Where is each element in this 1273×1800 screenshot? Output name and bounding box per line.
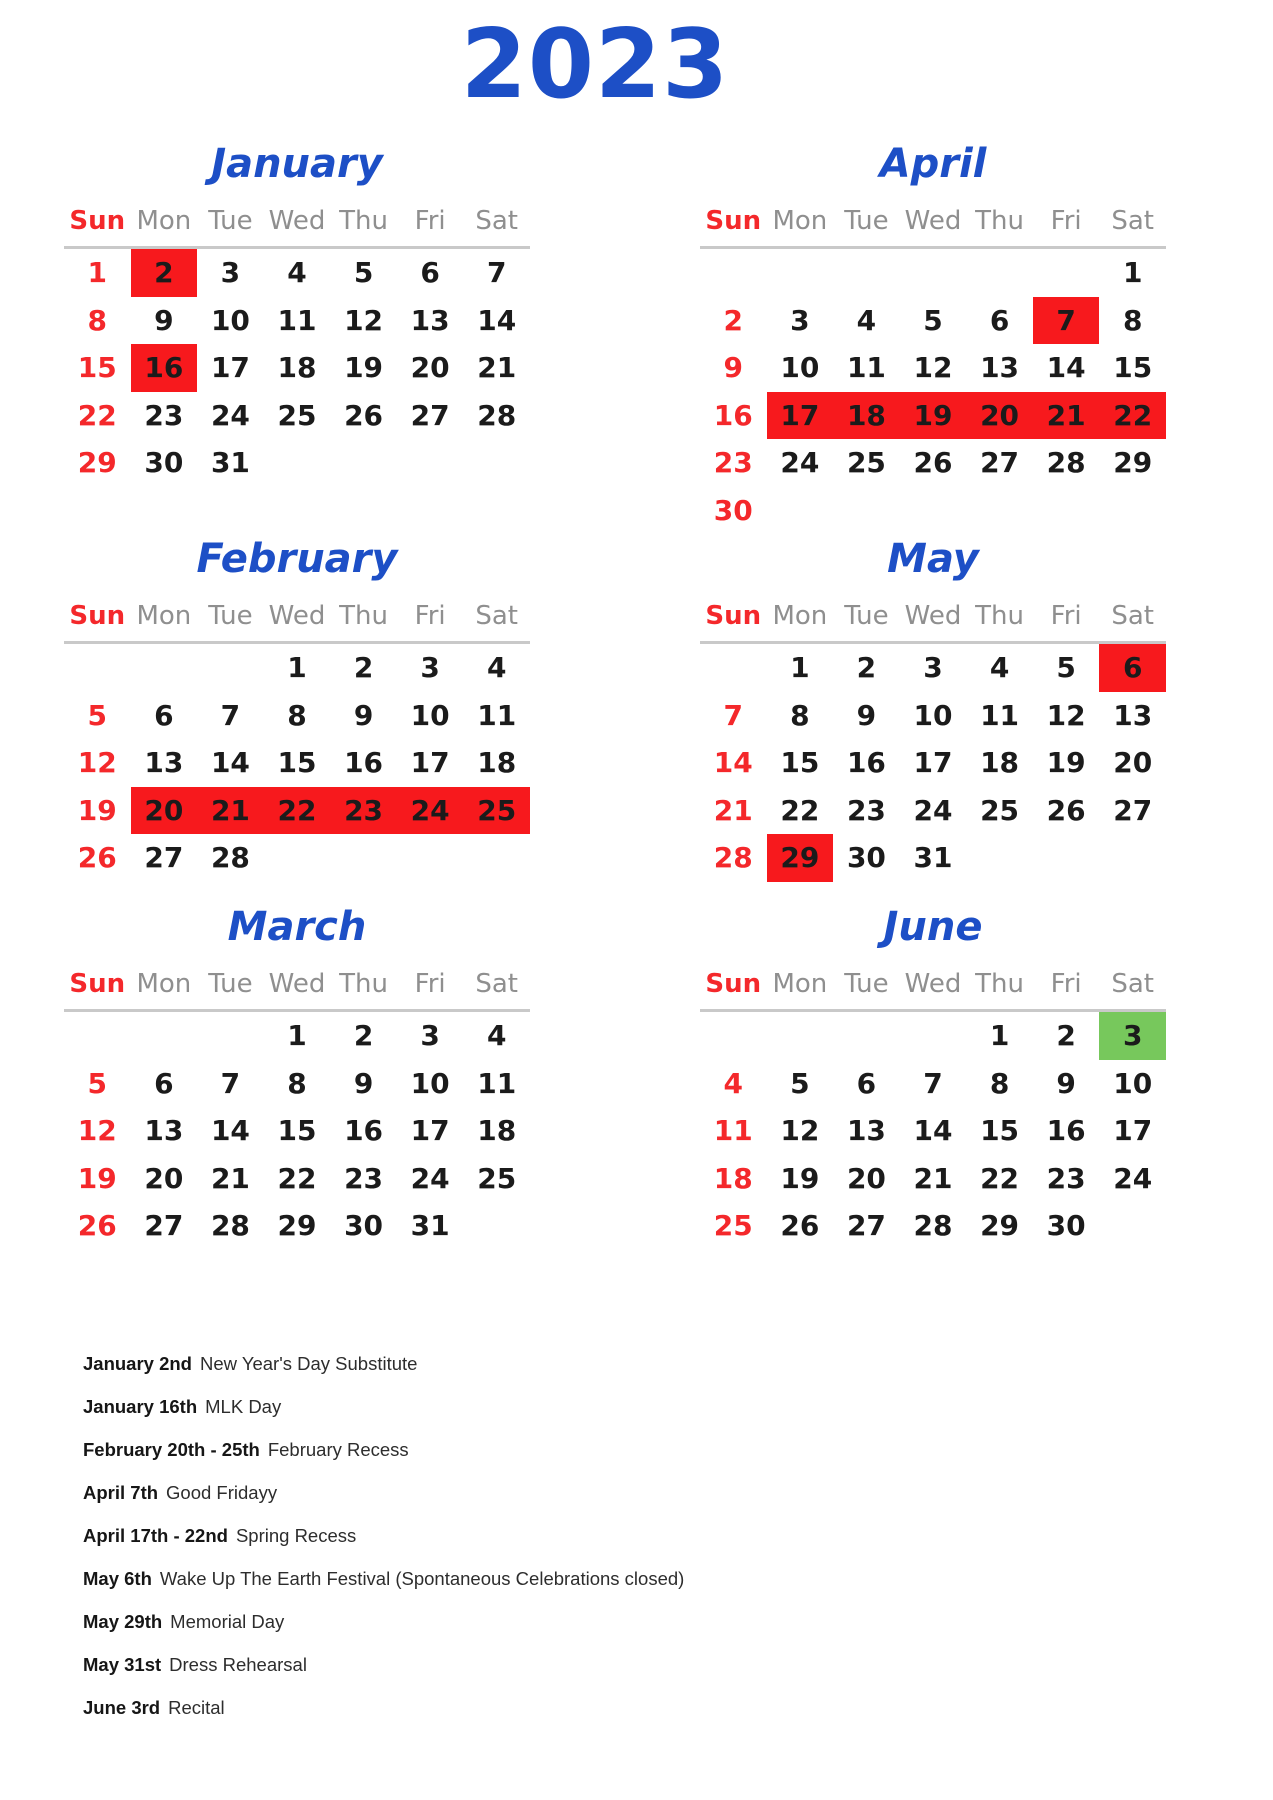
- day-june-22: 22: [980, 1161, 1020, 1195]
- day-april-24: 24: [780, 446, 820, 480]
- legend-row-7: [83, 1643, 684, 1686]
- day-may-13: 13: [1113, 698, 1153, 732]
- day-january-16: 16: [131, 344, 198, 392]
- legend-row-4: [83, 1514, 684, 1557]
- day-january-25: 25: [277, 398, 317, 432]
- empty-cell: [767, 1012, 834, 1060]
- day-header-sun: Sun: [705, 600, 762, 631]
- day-june-19: 19: [780, 1161, 820, 1195]
- day-march-11: 11: [477, 1066, 517, 1100]
- day-january-11: 11: [277, 303, 317, 337]
- day-february-25: 25: [463, 787, 530, 835]
- day-march-23: 23: [344, 1161, 384, 1195]
- day-header-wed: Wed: [904, 968, 962, 999]
- empty-cell: [900, 1012, 967, 1060]
- day-may-30: 30: [846, 841, 886, 875]
- day-january-30: 30: [144, 446, 184, 480]
- day-may-10: 10: [913, 698, 953, 732]
- day-june-3: 3: [1099, 1012, 1166, 1060]
- day-june-28: 28: [913, 1209, 953, 1243]
- day-header-wed: Wed: [268, 600, 326, 631]
- empty-cell: [64, 644, 131, 692]
- day-may-16: 16: [846, 746, 886, 780]
- day-march-1: 1: [287, 1019, 307, 1053]
- day-may-1: 1: [790, 651, 810, 685]
- month-april: [700, 138, 1166, 534]
- day-header-tue: Tue: [844, 600, 889, 631]
- day-june-2: 2: [1056, 1019, 1076, 1053]
- day-header-row: [64, 958, 530, 1012]
- day-june-5: 5: [790, 1066, 810, 1100]
- day-february-6: 6: [154, 698, 174, 732]
- day-june-8: 8: [989, 1066, 1010, 1100]
- day-may-6: 6: [1099, 644, 1166, 692]
- day-march-28: 28: [210, 1209, 250, 1243]
- day-february-2: 2: [353, 651, 374, 685]
- day-header-tue: Tue: [208, 600, 253, 631]
- legend-date: January 16th: [83, 1396, 198, 1417]
- day-february-21: 21: [197, 787, 264, 835]
- day-march-14: 14: [210, 1114, 250, 1148]
- legend-row-5: [83, 1557, 684, 1600]
- day-march-22: 22: [277, 1161, 317, 1195]
- day-header-fri: Fri: [414, 205, 446, 236]
- day-may-23: 23: [846, 793, 886, 827]
- month-february: [64, 533, 530, 882]
- day-header-wed: Wed: [904, 205, 962, 236]
- day-january-24: 24: [210, 398, 250, 432]
- day-header-row: [64, 590, 530, 644]
- legend-event: Dress Rehearsal: [169, 1654, 307, 1675]
- day-january-18: 18: [277, 351, 317, 385]
- empty-cell: [700, 249, 767, 297]
- day-june-23: 23: [1046, 1161, 1086, 1195]
- day-march-6: 6: [154, 1066, 174, 1100]
- day-may-29: 29: [767, 834, 834, 882]
- day-may-18: 18: [980, 746, 1020, 780]
- day-june-14: 14: [913, 1114, 953, 1148]
- day-may-11: 11: [980, 698, 1020, 732]
- day-april-17: 17: [767, 392, 834, 440]
- day-february-13: 13: [144, 746, 184, 780]
- days-grid: [64, 249, 530, 487]
- day-february-12: 12: [77, 746, 117, 780]
- legend-date: February 20th - 25th: [83, 1439, 260, 1460]
- day-may-12: 12: [1046, 698, 1086, 732]
- day-march-15: 15: [277, 1114, 317, 1148]
- legend-event: February Recess: [267, 1439, 409, 1460]
- day-february-11: 11: [477, 698, 517, 732]
- month-title: January: [211, 141, 383, 187]
- day-june-13: 13: [846, 1114, 886, 1148]
- day-april-26: 26: [913, 446, 953, 480]
- day-header-thu: Thu: [975, 968, 1024, 999]
- month-title: June: [883, 904, 983, 950]
- day-header-row: [700, 195, 1166, 249]
- day-april-29: 29: [1113, 446, 1153, 480]
- day-may-8: 8: [790, 698, 810, 732]
- day-may-21: 21: [713, 793, 753, 827]
- day-june-18: 18: [713, 1161, 753, 1195]
- day-header-sat: Sat: [475, 968, 519, 999]
- day-header-mon: Mon: [772, 205, 828, 236]
- month-title: May: [887, 536, 979, 582]
- day-header-tue: Tue: [208, 205, 253, 236]
- day-april-18: 18: [833, 392, 900, 440]
- legend-event: MLK Day: [205, 1396, 282, 1417]
- month-june: [700, 901, 1166, 1250]
- legend-date: April 17th - 22nd: [83, 1525, 228, 1546]
- empty-cell: [700, 644, 767, 692]
- day-march-26: 26: [77, 1209, 117, 1243]
- day-january-22: 22: [77, 398, 117, 432]
- day-header-wed: Wed: [268, 205, 326, 236]
- day-january-2: 2: [131, 249, 198, 297]
- days-grid: [700, 249, 1166, 534]
- day-february-9: 9: [353, 698, 374, 732]
- day-january-10: 10: [210, 303, 250, 337]
- day-header-tue: Tue: [844, 968, 889, 999]
- day-may-26: 26: [1046, 793, 1086, 827]
- month-title: February: [196, 536, 398, 582]
- day-april-7: 7: [1033, 297, 1100, 345]
- day-header-sat: Sat: [1111, 205, 1155, 236]
- day-april-9: 9: [723, 351, 744, 385]
- day-header-row: [700, 958, 1166, 1012]
- day-march-21: 21: [210, 1161, 250, 1195]
- day-march-24: 24: [410, 1161, 450, 1195]
- day-january-6: 6: [420, 256, 440, 290]
- day-june-17: 17: [1113, 1114, 1153, 1148]
- day-april-21: 21: [1033, 392, 1100, 440]
- day-february-4: 4: [486, 651, 507, 685]
- day-january-21: 21: [477, 351, 517, 385]
- legend-row-0: [83, 1342, 684, 1385]
- day-may-17: 17: [913, 746, 953, 780]
- day-february-3: 3: [420, 651, 440, 685]
- day-april-11: 11: [846, 351, 886, 385]
- legend-row-3: [83, 1471, 684, 1514]
- day-february-1: 1: [287, 651, 307, 685]
- days-grid: [700, 1012, 1166, 1250]
- day-january-29: 29: [77, 446, 117, 480]
- day-april-3: 3: [790, 303, 810, 337]
- day-february-26: 26: [77, 841, 117, 875]
- day-june-6: 6: [856, 1066, 877, 1100]
- day-header-thu: Thu: [339, 205, 388, 236]
- day-header-wed: Wed: [268, 968, 326, 999]
- day-header-thu: Thu: [975, 600, 1024, 631]
- day-may-25: 25: [980, 793, 1020, 827]
- day-february-19: 19: [77, 793, 117, 827]
- day-header-thu: Thu: [339, 600, 388, 631]
- day-may-20: 20: [1113, 746, 1153, 780]
- day-february-27: 27: [144, 841, 184, 875]
- day-january-23: 23: [144, 398, 184, 432]
- day-june-20: 20: [846, 1161, 886, 1195]
- day-april-4: 4: [856, 303, 877, 337]
- day-header-tue: Tue: [844, 205, 889, 236]
- month-title: March: [227, 904, 367, 950]
- legend-date: May 31st: [83, 1654, 162, 1675]
- day-april-1: 1: [1122, 256, 1143, 290]
- empty-cell: [1033, 249, 1100, 297]
- empty-cell: [131, 1012, 198, 1060]
- empty-cell: [131, 644, 198, 692]
- day-june-25: 25: [713, 1209, 753, 1243]
- day-may-22: 22: [780, 793, 820, 827]
- day-june-29: 29: [980, 1209, 1020, 1243]
- day-header-sun: Sun: [69, 600, 126, 631]
- day-january-17: 17: [210, 351, 250, 385]
- day-february-5: 5: [87, 698, 108, 732]
- day-january-27: 27: [410, 398, 450, 432]
- day-june-10: 10: [1113, 1066, 1153, 1100]
- day-header-fri: Fri: [1050, 600, 1082, 631]
- day-april-15: 15: [1113, 351, 1153, 385]
- day-may-27: 27: [1113, 793, 1153, 827]
- day-april-10: 10: [780, 351, 820, 385]
- day-march-16: 16: [344, 1114, 384, 1148]
- day-january-15: 15: [77, 351, 117, 385]
- day-header-sat: Sat: [1111, 968, 1155, 999]
- day-header-fri: Fri: [414, 600, 446, 631]
- day-february-7: 7: [220, 698, 241, 732]
- day-february-18: 18: [477, 746, 517, 780]
- legend-event: Good Fridayy: [166, 1482, 278, 1503]
- day-header-sat: Sat: [475, 600, 519, 631]
- day-february-28: 28: [210, 841, 250, 875]
- day-june-4: 4: [723, 1066, 744, 1100]
- day-may-15: 15: [780, 746, 820, 780]
- empty-cell: [833, 249, 900, 297]
- day-february-24: 24: [397, 787, 464, 835]
- day-header-sun: Sun: [705, 205, 762, 236]
- day-may-19: 19: [1046, 746, 1086, 780]
- day-april-14: 14: [1046, 351, 1086, 385]
- day-april-6: 6: [989, 303, 1010, 337]
- day-march-2: 2: [353, 1019, 374, 1053]
- day-june-9: 9: [1056, 1066, 1076, 1100]
- day-may-2: 2: [856, 651, 877, 685]
- day-january-19: 19: [344, 351, 384, 385]
- day-june-11: 11: [713, 1114, 753, 1148]
- day-january-13: 13: [410, 303, 450, 337]
- day-february-16: 16: [344, 746, 384, 780]
- empty-cell: [197, 1012, 264, 1060]
- day-march-12: 12: [77, 1114, 117, 1148]
- day-january-26: 26: [344, 398, 384, 432]
- day-june-12: 12: [780, 1114, 820, 1148]
- day-april-22: 22: [1099, 392, 1166, 440]
- month-march: [64, 901, 530, 1250]
- day-february-22: 22: [264, 787, 331, 835]
- days-grid: [64, 644, 530, 882]
- day-march-17: 17: [410, 1114, 450, 1148]
- legend-event: Spring Recess: [235, 1525, 357, 1546]
- day-april-23: 23: [713, 446, 753, 480]
- legend-date: April 7th: [83, 1482, 159, 1503]
- day-january-12: 12: [344, 303, 384, 337]
- day-may-3: 3: [923, 651, 943, 685]
- day-header-mon: Mon: [772, 968, 828, 999]
- day-april-16: 16: [713, 398, 753, 432]
- legend-row-8: [83, 1686, 684, 1729]
- day-march-4: 4: [486, 1019, 507, 1053]
- day-header-wed: Wed: [904, 600, 962, 631]
- day-may-5: 5: [1056, 651, 1076, 685]
- day-may-7: 7: [723, 698, 744, 732]
- day-march-3: 3: [420, 1019, 440, 1053]
- legend-date: June 3rd: [83, 1697, 161, 1718]
- day-april-19: 19: [900, 392, 967, 440]
- month-may: [700, 533, 1166, 882]
- day-header-tue: Tue: [208, 968, 253, 999]
- day-january-14: 14: [477, 303, 517, 337]
- day-january-28: 28: [477, 398, 517, 432]
- day-february-14: 14: [210, 746, 250, 780]
- empty-cell: [833, 1012, 900, 1060]
- days-grid: [700, 644, 1166, 882]
- legend-row-1: [83, 1385, 684, 1428]
- day-april-12: 12: [913, 351, 953, 385]
- day-header-thu: Thu: [975, 205, 1024, 236]
- month-title: April: [879, 141, 987, 187]
- day-april-8: 8: [1122, 303, 1143, 337]
- empty-cell: [700, 1012, 767, 1060]
- day-may-9: 9: [856, 698, 877, 732]
- day-header-row: [700, 590, 1166, 644]
- day-april-5: 5: [923, 303, 943, 337]
- day-march-18: 18: [477, 1114, 517, 1148]
- day-may-14: 14: [713, 746, 753, 780]
- empty-cell: [900, 249, 967, 297]
- day-june-7: 7: [923, 1066, 943, 1100]
- day-march-5: 5: [87, 1066, 108, 1100]
- day-april-20: 20: [966, 392, 1033, 440]
- day-january-4: 4: [287, 256, 307, 290]
- day-january-3: 3: [220, 256, 241, 290]
- month-january: [64, 138, 530, 487]
- day-april-25: 25: [846, 446, 886, 480]
- legend-date: May 6th: [83, 1568, 152, 1589]
- day-january-7: 7: [486, 256, 507, 290]
- legend-event: Memorial Day: [170, 1611, 285, 1632]
- day-february-23: 23: [330, 787, 397, 835]
- day-header-sun: Sun: [705, 968, 762, 999]
- day-march-25: 25: [477, 1161, 517, 1195]
- day-march-9: 9: [353, 1066, 374, 1100]
- day-june-30: 30: [1046, 1209, 1086, 1243]
- day-june-21: 21: [913, 1161, 953, 1195]
- day-january-9: 9: [154, 303, 174, 337]
- day-header-sat: Sat: [1111, 600, 1155, 631]
- day-header-sat: Sat: [475, 205, 519, 236]
- day-header-mon: Mon: [136, 205, 192, 236]
- day-header-thu: Thu: [339, 968, 388, 999]
- day-march-19: 19: [77, 1161, 117, 1195]
- day-header-row: [64, 195, 530, 249]
- empty-cell: [767, 249, 834, 297]
- empty-cell: [197, 644, 264, 692]
- day-february-8: 8: [287, 698, 307, 732]
- day-january-5: 5: [353, 256, 374, 290]
- legend-date: January 2nd: [83, 1353, 192, 1374]
- legend-row-6: [83, 1600, 684, 1643]
- day-header-sun: Sun: [69, 205, 126, 236]
- day-april-13: 13: [980, 351, 1020, 385]
- day-june-24: 24: [1113, 1161, 1153, 1195]
- day-june-27: 27: [846, 1209, 886, 1243]
- day-january-20: 20: [410, 351, 450, 385]
- legend-event: Recital: [168, 1697, 225, 1718]
- day-april-27: 27: [980, 446, 1020, 480]
- day-january-8: 8: [87, 303, 108, 337]
- day-march-27: 27: [144, 1209, 184, 1243]
- day-february-10: 10: [410, 698, 450, 732]
- day-header-fri: Fri: [1050, 968, 1082, 999]
- day-header-mon: Mon: [772, 600, 828, 631]
- day-header-fri: Fri: [414, 968, 446, 999]
- day-header-sun: Sun: [69, 968, 126, 999]
- day-february-17: 17: [410, 746, 450, 780]
- day-april-28: 28: [1046, 446, 1086, 480]
- day-header-fri: Fri: [1050, 205, 1082, 236]
- day-january-1: 1: [87, 256, 108, 290]
- day-march-7: 7: [220, 1066, 241, 1100]
- day-header-mon: Mon: [136, 600, 192, 631]
- day-january-31: 31: [210, 446, 250, 480]
- legend-row-2: [83, 1428, 684, 1471]
- day-march-31: 31: [410, 1209, 450, 1243]
- day-march-30: 30: [344, 1209, 384, 1243]
- day-march-29: 29: [277, 1209, 317, 1243]
- legend-date: May 29th: [83, 1611, 163, 1632]
- day-march-13: 13: [144, 1114, 184, 1148]
- empty-cell: [64, 1012, 131, 1060]
- day-february-20: 20: [131, 787, 198, 835]
- day-april-30: 30: [713, 493, 753, 527]
- day-june-1: 1: [989, 1019, 1010, 1053]
- year-title: 2023: [460, 10, 730, 120]
- empty-cell: [966, 249, 1033, 297]
- day-june-15: 15: [980, 1114, 1020, 1148]
- day-april-2: 2: [723, 303, 744, 337]
- day-header-mon: Mon: [136, 968, 192, 999]
- day-march-20: 20: [144, 1161, 184, 1195]
- legend-event: Wake Up The Earth Festival (Spontaneous Celebrations closed): [159, 1568, 685, 1589]
- events-legend: [83, 1342, 684, 1729]
- day-february-15: 15: [277, 746, 317, 780]
- days-grid: [64, 1012, 530, 1250]
- day-may-31: 31: [913, 841, 953, 875]
- day-march-8: 8: [287, 1066, 307, 1100]
- day-may-4: 4: [989, 651, 1010, 685]
- day-may-24: 24: [913, 793, 953, 827]
- day-june-26: 26: [780, 1209, 820, 1243]
- day-may-28: 28: [713, 841, 753, 875]
- day-june-16: 16: [1046, 1114, 1086, 1148]
- day-march-10: 10: [410, 1066, 450, 1100]
- legend-event: New Year's Day Substitute: [200, 1353, 418, 1374]
